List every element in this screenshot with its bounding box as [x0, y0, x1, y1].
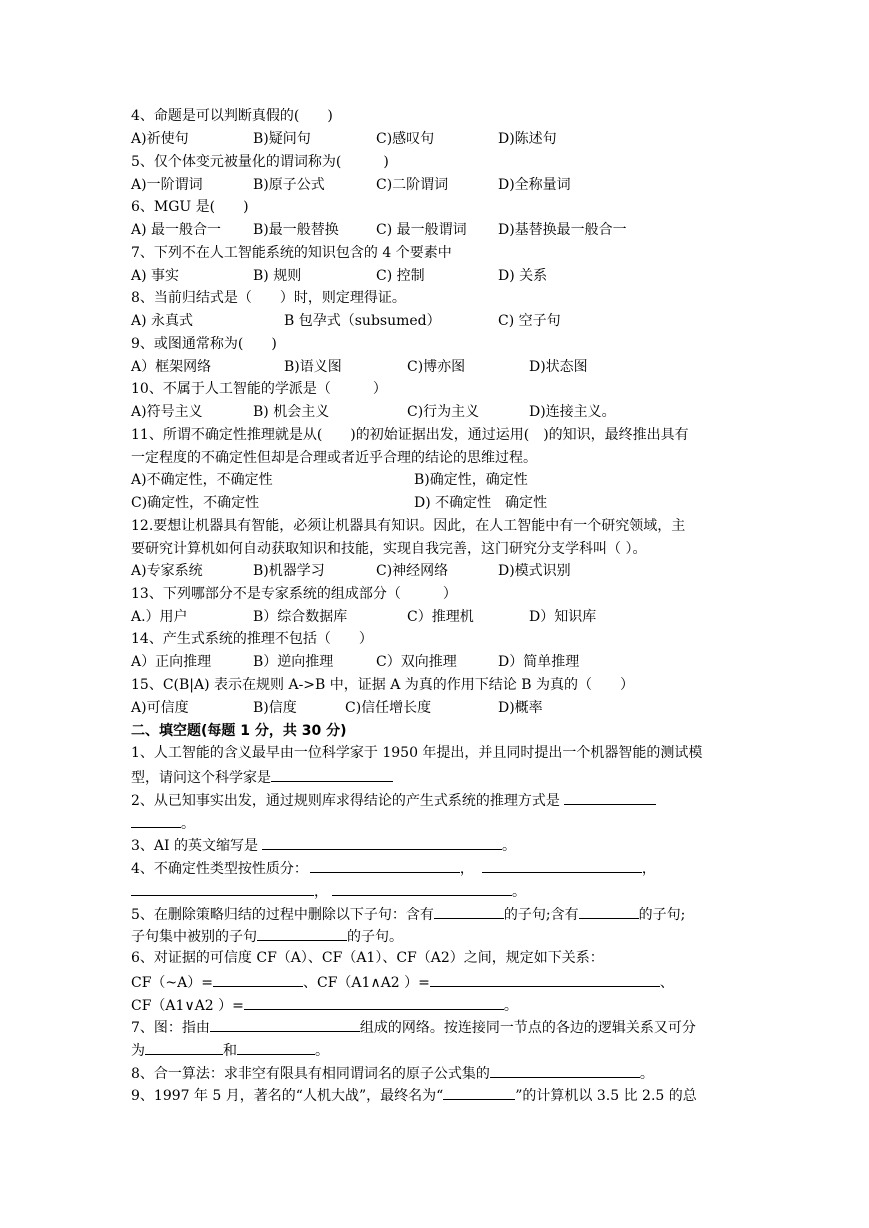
fill-1-text: 型，请问这个科学家是 [131, 770, 271, 786]
fill-7-line2 [131, 1039, 329, 1061]
answer-blank [244, 994, 504, 1010]
fill-8 [131, 1062, 654, 1084]
fill-4-text: 4、不确定性类型按性质分： [131, 861, 308, 877]
fill-5-text: 的子句; [638, 907, 686, 923]
option-b: B 包孕式（subsumed） [284, 313, 441, 329]
fill-6-line2 [131, 971, 674, 993]
fill-6-text: 、CF（A1∧A2 ）= [303, 975, 430, 991]
question-14: 14、产生式系统的推理不包括（ ） [131, 631, 373, 647]
fill-8-text: 。 [639, 1066, 654, 1082]
option-c: C)信任增长度 [345, 700, 432, 716]
question-10: 10、不属于人工智能的学派是（ ） [131, 381, 387, 397]
answer-blank [579, 903, 639, 919]
fill-4-sep: ， [314, 884, 328, 900]
fill-6-text: CF（~A）= [131, 975, 213, 991]
fill-3-end: 。 [502, 838, 516, 854]
option-b: B)最一般替换 [253, 222, 339, 238]
section-heading: 二、填空题(每题 1 分，共 30 分) [131, 723, 347, 739]
fill-5-text: 5、在删除策略归结的过程中删除以下子句：含有 [131, 907, 434, 923]
fill-7-text: 组成的网络。按连接同一节点的各边的逻辑关系又可分 [359, 1020, 696, 1036]
option-c: C)博亦图 [407, 359, 466, 375]
question-6: 6、MGU 是( ) [131, 199, 249, 215]
question-5: 5、仅个体变元被量化的谓词称为( ) [131, 154, 389, 170]
fill-2-end: 。 [181, 816, 195, 832]
fill-6-line1: 6、对证据的可信度 CF（A）、CF（A1）、CF（A2）之间，规定如下关系： [131, 950, 604, 966]
answer-blank [271, 766, 393, 782]
fill-6-text: CF（A1∨A2 ）= [131, 998, 244, 1014]
option-d: D)基替换最一般合一 [498, 222, 627, 238]
question-4: 4、命题是可以判断真假的( ) [131, 108, 333, 124]
fill-5-text: 的子句。 [347, 929, 403, 945]
answer-blank [131, 812, 181, 828]
fill-9-text: ”的计算机以 3.5 比 2.5 的总 [515, 1088, 697, 1104]
option-c: C) 空子句 [498, 313, 561, 329]
option-b: B）综合数据库 [253, 609, 348, 625]
fill-9-text: 9、1997 年 5 月，著名的“人机大战”，最终名为“ [131, 1088, 444, 1104]
option-a: A)专家系统 [131, 563, 203, 579]
option-b: B)信度 [253, 700, 297, 716]
fill-4-line2 [131, 880, 526, 902]
option-b: B)疑问句 [253, 131, 311, 147]
fill-7-line1 [131, 1016, 696, 1038]
option-b: B)确定性，确定性 [414, 472, 528, 488]
option-a: A) 最一般合一 [131, 222, 222, 238]
fill-6-line3 [131, 994, 518, 1016]
fill-2-line1 [131, 789, 656, 811]
option-c: C) 最一般谓词 [376, 222, 467, 238]
fill-7-text: 为 [131, 1043, 145, 1059]
fill-2-text: 2、从已知事实出发，通过规则库求得结论的产生式系统的推理方式是 [131, 793, 560, 809]
option-b: B)原子公式 [253, 177, 325, 193]
fill-7-text: 。 [315, 1043, 329, 1059]
option-b: B)机器学习 [253, 563, 325, 579]
option-a: A)不确定性，不确定性 [131, 472, 273, 488]
option-d: D) 关系 [498, 268, 548, 284]
answer-blank [145, 1039, 223, 1055]
question-13: 13、下列哪部分不是专家系统的组成部分（ ） [131, 586, 457, 602]
fill-1-line2 [131, 766, 393, 788]
question-8: 8、当前归结式是（ ）时，则定理得证。 [131, 290, 406, 306]
fill-4-end: 。 [512, 884, 526, 900]
answer-blank [210, 1016, 360, 1032]
option-b: B）逆向推理 [253, 654, 334, 670]
question-11-line2: 一定程度的不确定性但却是合理或者近乎合理的结论的思维过程。 [131, 450, 537, 466]
option-d: D）简单推理 [498, 654, 580, 670]
answer-blank [434, 903, 504, 919]
option-c: C)行为主义 [407, 404, 480, 420]
fill-5-text: 子句集中被别的子句 [131, 929, 257, 945]
option-c: C)感叹句 [376, 131, 435, 147]
fill-3-text: 3、AI 的英文缩写是 [131, 838, 258, 854]
option-c: C)神经网络 [376, 563, 449, 579]
fill-1-line1: 1、人工智能的含义最早由一位科学家于 1950 年提出，并且同时提出一个机器智能的测试模 [131, 745, 703, 761]
option-b: B) 机会主义 [253, 404, 330, 420]
fill-7-text: 和 [223, 1043, 237, 1059]
answer-blank [262, 834, 502, 850]
answer-blank [564, 789, 656, 805]
option-a: A.）用户 [131, 609, 188, 625]
option-c: C）双向推理 [376, 654, 457, 670]
option-c: C）推理机 [407, 609, 474, 625]
answer-blank [257, 925, 347, 941]
answer-blank [237, 1039, 315, 1055]
fill-5-line1 [131, 903, 685, 925]
option-a: A）正向推理 [131, 654, 212, 670]
option-d: D)陈述句 [498, 131, 557, 147]
option-b: B)语义图 [284, 359, 342, 375]
question-11-line1: 11、所谓不确定性推理就是从( )的初始证据出发，通过运用( )的知识，最终推出具有 [131, 427, 689, 443]
fill-5-line2 [131, 925, 403, 947]
option-b: B) 规则 [253, 268, 302, 284]
fill-6-text: 、 [659, 975, 674, 991]
option-a: A) 永真式 [131, 313, 194, 329]
option-d: D）知识库 [529, 609, 597, 625]
option-d: D)状态图 [529, 359, 588, 375]
option-a: A)符号主义 [131, 404, 203, 420]
option-c: C)二阶谓词 [376, 177, 449, 193]
question-7: 7、下列不在人工智能系统的知识包含的 4 个要素中 [131, 245, 452, 261]
answer-blank [213, 971, 303, 987]
answer-blank [443, 1084, 515, 1100]
question-9: 9、或图通常称为( ) [131, 336, 277, 352]
fill-4-sep: ， [641, 861, 656, 877]
question-15: 15、C(B|A) 表示在规则 A->B 中，证据 A 为真的作用下结论 B 为真的（ ） [131, 677, 634, 693]
option-d: D)模式识别 [498, 563, 571, 579]
option-a: A）框架网络 [131, 359, 212, 375]
option-a: A) 事实 [131, 268, 180, 284]
fill-2-line2 [131, 812, 195, 834]
option-a: A)祈使句 [131, 131, 189, 147]
option-a: A)一阶谓词 [131, 177, 203, 193]
answer-blank [490, 1062, 640, 1078]
fill-6-text: 。 [503, 998, 518, 1014]
option-a: A)可信度 [131, 700, 189, 716]
fill-3 [131, 834, 516, 856]
option-d: D)概率 [498, 700, 543, 716]
answer-blank [332, 880, 512, 896]
fill-4-line1 [131, 857, 656, 879]
fill-8-text: 8、合一算法：求非空有限具有相同谓词名的原子公式集的 [131, 1066, 490, 1082]
question-12-line2: 要研究计算机如何自动获取知识和技能，实现自我完善，这门研究分支学科叫（ ）。 [131, 541, 647, 557]
answer-blank [430, 971, 660, 987]
fill-5-text: 的子句;含有 [503, 907, 579, 923]
answer-blank [310, 857, 460, 873]
option-d: D) 不确定性 确定性 [414, 495, 548, 511]
option-d: D)连接主义。 [529, 404, 616, 420]
question-12-line1: 12.要想让机器具有智能，必须让机器具有知识。因此，在人工智能中有一个研究领域，主 [131, 518, 686, 534]
fill-4-sep: ， [459, 861, 474, 877]
answer-blank [131, 880, 314, 896]
fill-7-text: 7、图：指由 [131, 1020, 210, 1036]
answer-blank [482, 857, 642, 873]
option-d: D)全称量词 [498, 177, 571, 193]
option-c: C)确定性，不确定性 [131, 495, 260, 511]
option-c: C) 控制 [376, 268, 425, 284]
fill-9 [131, 1084, 697, 1106]
